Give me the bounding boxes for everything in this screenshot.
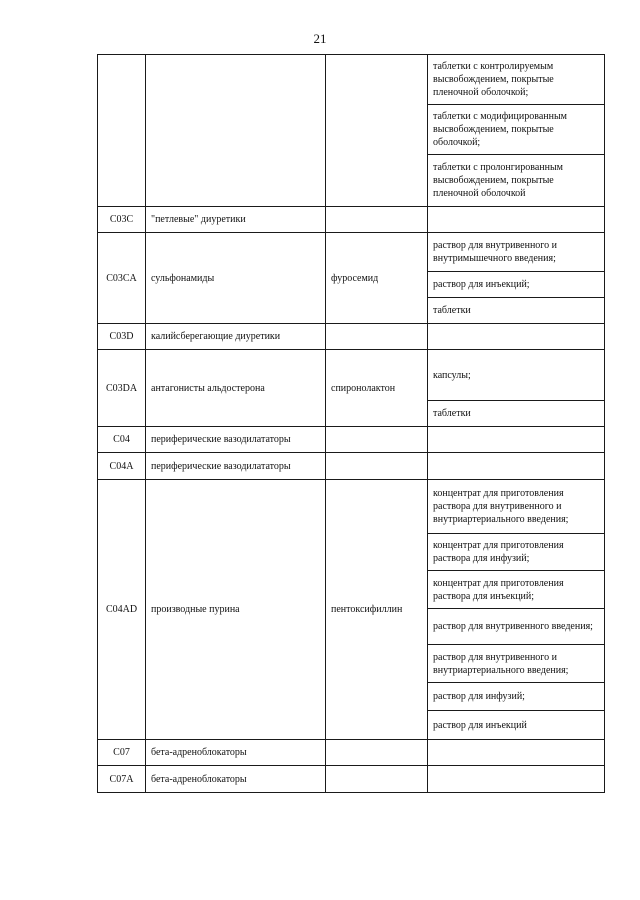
dosage-forms-cell	[428, 453, 605, 480]
group-name-cell: периферические вазодилататоры	[146, 427, 326, 453]
table-row	[98, 55, 605, 207]
dosage-form-item: раствор для инъекций	[428, 710, 604, 739]
group-name-cell: антагонисты альдостерона	[146, 350, 326, 427]
drug-name-cell	[326, 766, 428, 793]
table-row	[98, 427, 605, 453]
atc-code-cell	[98, 55, 146, 207]
drug-name-cell	[326, 740, 428, 766]
atc-code-cell: C04A	[98, 453, 146, 480]
atc-code-cell: C07A	[98, 766, 146, 793]
dosage-form-item: раствор для инъекций;	[428, 271, 604, 297]
group-name-cell: периферические вазодилататоры	[146, 453, 326, 480]
dosage-form-item: концентрат для приготовления раствора для инфузий;	[428, 533, 604, 570]
dosage-form-item: раствор для внутривенного и внутриартериального введения;	[428, 644, 604, 682]
dosage-form-item: раствор для внутривенного и внутримышечного введения;	[433, 240, 558, 264]
dosage-form-item: таблетки	[428, 297, 604, 323]
dosage-form-item: таблетки	[428, 400, 604, 426]
dosage-forms-cell	[428, 350, 605, 427]
dosage-form-item: таблетки с пролонгированным высвобождением, покрытые пленочной оболочкой	[428, 154, 604, 206]
dosage-form-item: концентрат для приготовления раствора для инъекций;	[428, 570, 604, 608]
table-row	[98, 740, 605, 766]
drug-name-cell: пентоксифиллин	[326, 480, 428, 740]
drug-name-cell	[326, 207, 428, 233]
drug-registry-table	[97, 54, 605, 793]
drug-name-cell	[326, 324, 428, 350]
dosage-form-item: таблетки с контролируемым высвобождением, покрытые пленочной оболочкой;	[433, 61, 554, 98]
table-row	[98, 453, 605, 480]
dosage-forms-cell	[428, 55, 605, 207]
drug-name-cell	[326, 55, 428, 207]
group-name-cell: "петлевые" диуретики	[146, 207, 326, 233]
dosage-form-item: раствор для внутривенного введения;	[428, 608, 604, 644]
drug-name-cell	[326, 427, 428, 453]
dosage-forms-cell	[428, 766, 605, 793]
atc-code-cell: C03CA	[98, 233, 146, 324]
atc-code-cell: C04	[98, 427, 146, 453]
dosage-forms-cell	[428, 324, 605, 350]
group-name-cell: бета-адреноблокаторы	[146, 740, 326, 766]
table-row	[98, 233, 605, 324]
dosage-forms-cell	[428, 480, 605, 740]
atc-code-cell: C07	[98, 740, 146, 766]
drug-name-cell: спиронолактон	[326, 350, 428, 427]
group-name-cell: сульфонамиды	[146, 233, 326, 324]
atc-code-cell: C03C	[98, 207, 146, 233]
atc-code-cell: C04AD	[98, 480, 146, 740]
group-name-cell: калийсберегающие диуретики	[146, 324, 326, 350]
group-name-cell	[146, 55, 326, 207]
table-row	[98, 480, 605, 740]
dosage-forms-cell	[428, 207, 605, 233]
dosage-forms-cell	[428, 427, 605, 453]
dosage-form-item: капсулы;	[433, 369, 471, 381]
group-name-cell: бета-адреноблокаторы	[146, 766, 326, 793]
table-row	[98, 324, 605, 350]
group-name-cell: производные пурина	[146, 480, 326, 740]
table-row	[98, 350, 605, 427]
dosage-forms-cell	[428, 740, 605, 766]
dosage-form-item: раствор для инфузий;	[428, 682, 604, 710]
table-row	[98, 207, 605, 233]
atc-code-cell: C03DA	[98, 350, 146, 427]
drug-name-cell: фуросемид	[326, 233, 428, 324]
dosage-form-item: таблетки с модифицированным высвобождением, покрытые оболочкой;	[428, 104, 604, 154]
page-number: 21	[313, 31, 327, 46]
dosage-forms-cell	[428, 233, 605, 324]
atc-code-cell: C03D	[98, 324, 146, 350]
table-row	[98, 766, 605, 793]
dosage-form-item: концентрат для приготовления раствора для внутривенного и внутриартериального введения;	[433, 488, 569, 525]
drug-name-cell	[326, 453, 428, 480]
